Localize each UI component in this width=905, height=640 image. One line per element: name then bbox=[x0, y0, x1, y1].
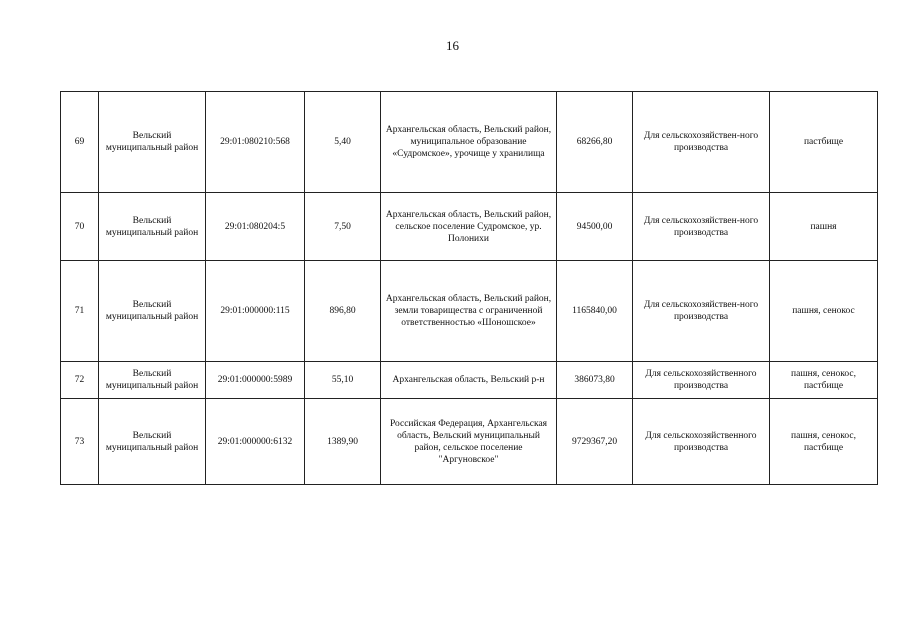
cadastral-cost-cell: 9729367,20 bbox=[557, 399, 633, 485]
district-cell: Вельский муниципальный район bbox=[99, 92, 206, 193]
cadastral-number-cell: 29:01:000000:6132 bbox=[206, 399, 305, 485]
address-cell: Архангельская область, Вельский район, сельское поселение Судромское, ур. Полонихи bbox=[381, 193, 557, 261]
address-cell: Архангельская область, Вельский р-н bbox=[381, 362, 557, 399]
district-cell: Вельский муниципальный район bbox=[99, 399, 206, 485]
area-cell: 7,50 bbox=[305, 193, 381, 261]
row-number: 71 bbox=[61, 261, 99, 362]
cadastral-number-cell: 29:01:080210:568 bbox=[206, 92, 305, 193]
land-use-cell: пашня, сенокос, пастбище bbox=[770, 399, 878, 485]
cadastral-number-cell: 29:01:000000:5989 bbox=[206, 362, 305, 399]
cadastral-number-cell: 29:01:080204:5 bbox=[206, 193, 305, 261]
district-cell: Вельский муниципальный район bbox=[99, 362, 206, 399]
district-cell: Вельский муниципальный район bbox=[99, 261, 206, 362]
purpose-cell: Для сельскохозяйствен-ного производства bbox=[633, 92, 770, 193]
district-cell: Вельский муниципальный район bbox=[99, 193, 206, 261]
purpose-cell: Для сельскохозяйствен-ного производства bbox=[633, 261, 770, 362]
area-cell: 896,80 bbox=[305, 261, 381, 362]
address-cell: Архангельская область, Вельский район, земли товарищества с ограниченной ответственностью «Шоношское» bbox=[381, 261, 557, 362]
table-row bbox=[61, 193, 878, 261]
area-cell: 5,40 bbox=[305, 92, 381, 193]
area-cell: 1389,90 bbox=[305, 399, 381, 485]
table-row bbox=[61, 399, 878, 485]
purpose-cell: Для сельскохозяйствен-ного производства bbox=[633, 193, 770, 261]
table-row bbox=[61, 92, 878, 193]
cadastral-cost-cell: 94500,00 bbox=[557, 193, 633, 261]
address-cell: Российская Федерация, Архангельская область, Вельский муниципальный район, сельское поселение "Аргуновское" bbox=[381, 399, 557, 485]
purpose-cell: Для сельскохозяйственного производства bbox=[633, 399, 770, 485]
land-use-cell: пастбище bbox=[770, 92, 878, 193]
area-cell: 55,10 bbox=[305, 362, 381, 399]
cadastral-cost-cell: 68266,80 bbox=[557, 92, 633, 193]
purpose-cell: Для сельскохозяйственного производства bbox=[633, 362, 770, 399]
table-row bbox=[61, 261, 878, 362]
cadastral-cost-cell: 1165840,00 bbox=[557, 261, 633, 362]
land-use-cell: пашня, сенокос bbox=[770, 261, 878, 362]
cadastral-number-cell: 29:01:000000:115 bbox=[206, 261, 305, 362]
land-plots-table bbox=[60, 91, 878, 485]
land-use-cell: пашня bbox=[770, 193, 878, 261]
page-number: 16 bbox=[446, 38, 459, 53]
land-use-cell: пашня, сенокос, пастбище bbox=[770, 362, 878, 399]
address-cell: Архангельская область, Вельский район, муниципальное образование «Судромское», урочище у хранилища bbox=[381, 92, 557, 193]
cadastral-cost-cell: 386073,80 bbox=[557, 362, 633, 399]
row-number: 72 bbox=[61, 362, 99, 399]
row-number: 69 bbox=[61, 92, 99, 193]
row-number: 73 bbox=[61, 399, 99, 485]
row-number: 70 bbox=[61, 193, 99, 261]
table-row bbox=[61, 362, 878, 399]
